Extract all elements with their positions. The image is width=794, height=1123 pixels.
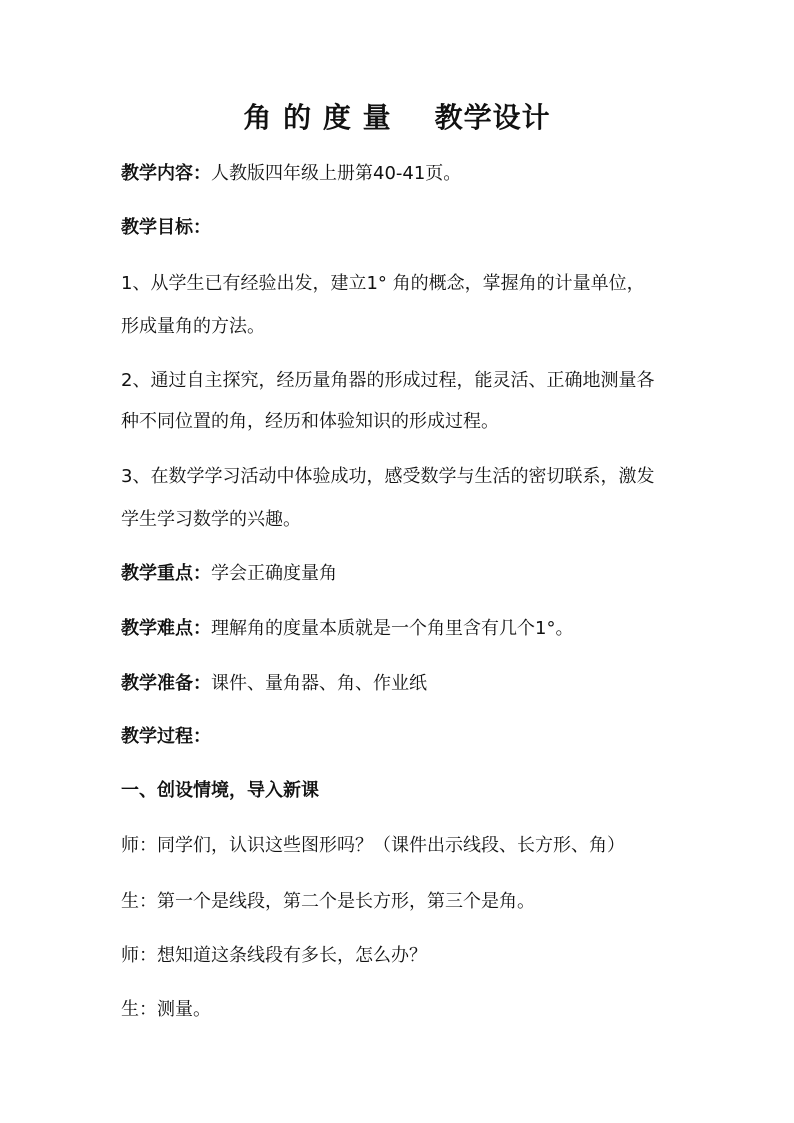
teaching-content	[121, 162, 681, 186]
dialogue-line: 师：想知道这条线段有多长，怎么办？	[121, 945, 427, 966]
goal-1-line-2: 形成量角的方法。	[121, 316, 265, 337]
preparation-label: 教学准备：	[121, 673, 211, 694]
key-point-text: 学会正确度量角	[211, 563, 337, 584]
dialogue-line: 师：同学们，认识这些图形吗？（课件出示线段、长方形、角）	[121, 835, 625, 856]
teaching-goals-label: 教学目标：	[121, 217, 211, 238]
goal-1-line-1: 1、从学生已有经验出发，建立1° 角的概念，掌握角的计量单位，	[121, 273, 645, 294]
preparation	[121, 672, 681, 696]
section-1-heading: 一、创设情境，导入新课	[121, 780, 319, 801]
preparation-text: 课件、量角器、角、作业纸	[211, 673, 427, 694]
goal-3-line-2: 学生学习数学的兴趣。	[121, 509, 301, 530]
dialogue-line: 生：测量。	[121, 999, 211, 1020]
teaching-content-text: 人教版四年级上册第40-41页。	[211, 163, 462, 184]
document-title: 角 的 度 量 教学设计	[243, 101, 551, 134]
teaching-goals-heading	[121, 216, 681, 240]
goal-2-line-1: 2、通过自主探究，经历量角器的形成过程，能灵活、正确地测量各	[121, 370, 655, 391]
key-point	[121, 562, 681, 586]
key-point-label: 教学重点：	[121, 563, 211, 584]
teaching-process-heading	[121, 725, 681, 749]
teaching-content-label: 教学内容：	[121, 163, 211, 184]
difficulty	[121, 617, 681, 641]
teaching-process-label: 教学过程：	[121, 726, 211, 747]
goal-3-line-1: 3、在数学学习活动中体验成功，感受数学与生活的密切联系，激发	[121, 466, 655, 487]
difficulty-text: 理解角的度量本质就是一个角里含有几个1°。	[211, 618, 574, 639]
difficulty-label: 教学难点：	[121, 618, 211, 639]
dialogue-line: 生：第一个是线段，第二个是长方形，第三个是角。	[121, 891, 535, 912]
goal-2-line-2: 种不同位置的角，经历和体验知识的形成过程。	[121, 411, 499, 432]
